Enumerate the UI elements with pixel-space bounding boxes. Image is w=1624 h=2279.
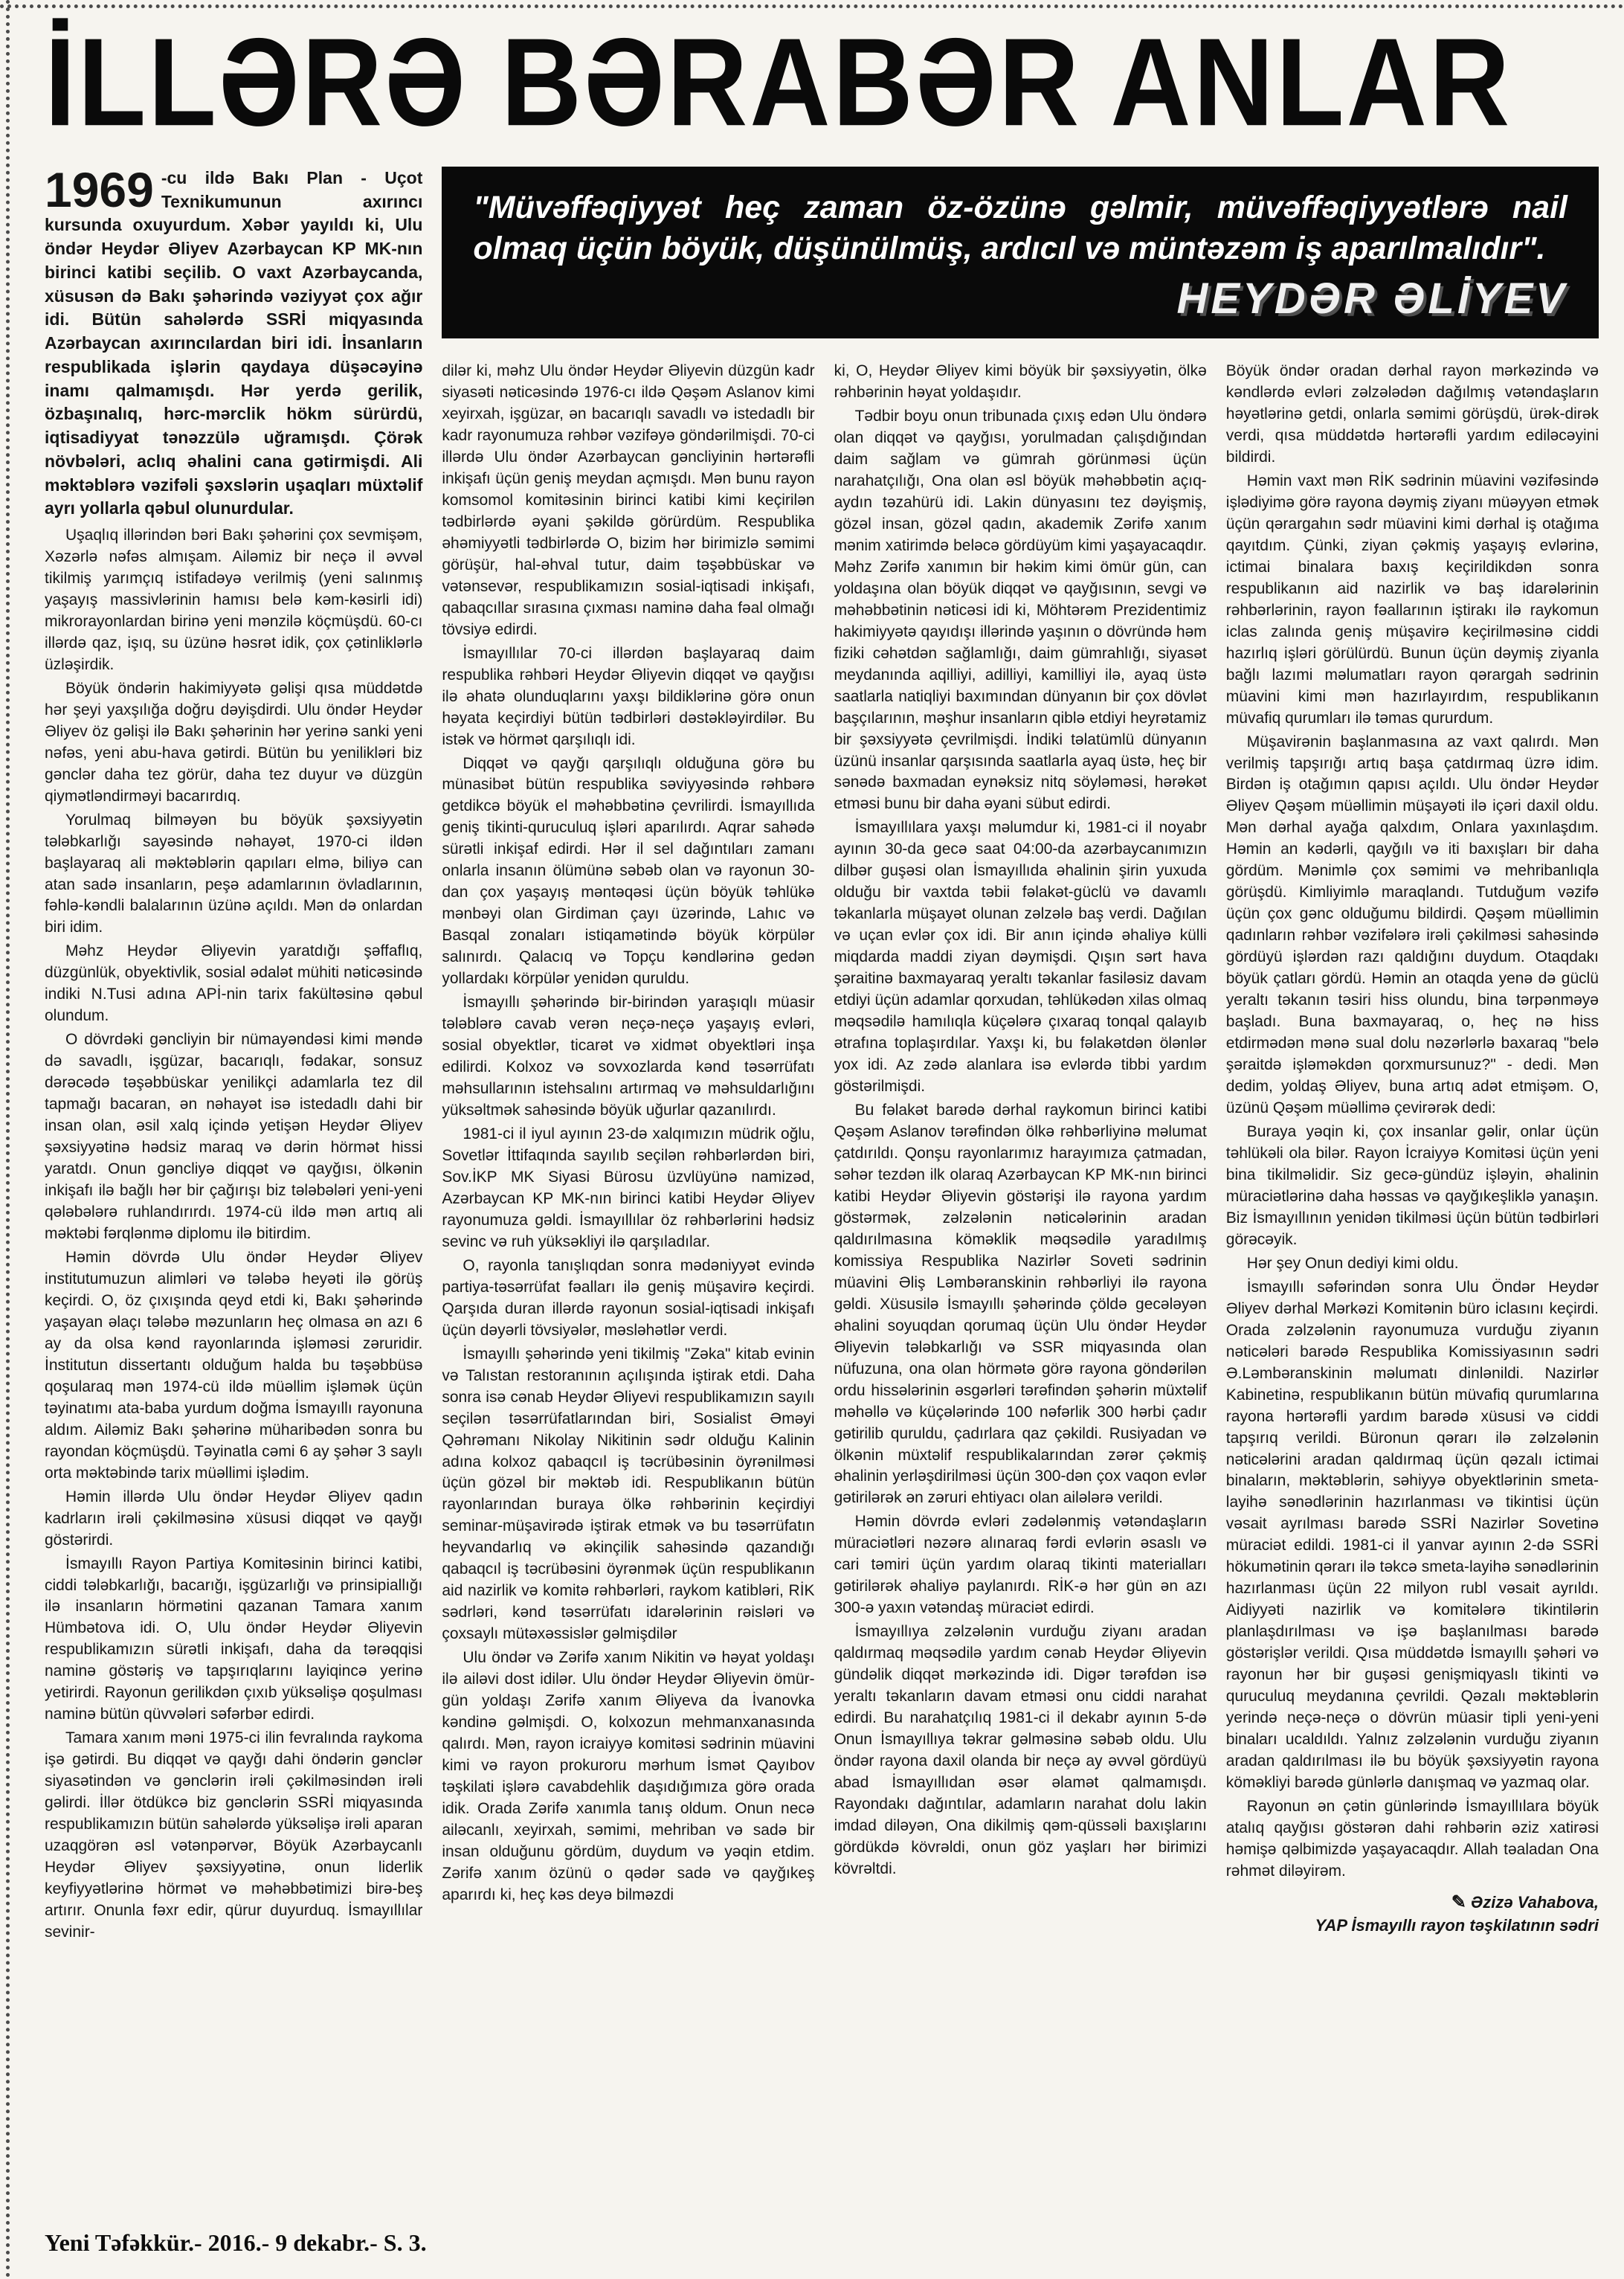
column-4 (1226, 361, 1599, 1946)
pen-icon: ✎ (1451, 1891, 1466, 1912)
article-paragraph: İsmayıllı şəhərində yeni tikilmiş "Zəka" kitab evinin və Talıstan restoranının açılışında iştirak etdi. Daha sonra isə cənab Heydər Əliyevi respublikamızın sayılı seçilən təsərrüfatlarından biri, Sosialist Əməyi Qəhrəmanı Nikolay Nikitinin sədr olduğu Kalinin adına kolxoz qabaqcıl iş təcrübəsinin öyrənilməsi üçün gözəl bir məktəb idi. Respublikanın bütün rayonlarından buraya ölkə rəhbərinin keçirdiyi seminar-müşavirədə iştirak etmək və bu təsərrüfatın heyvandarlıq və əkinçilik sahəsində qazandığı qabaqcıl iş təcrübəsini öyrənmək üçün respublikanın aid nazirlik və komitə rəhbərləri, raykom katibləri, RİK sədrləri, kənd təsərrüfatı idarələrinin rəisləri və çoxsaylı mütəxəssislər gəlmişdilər (442, 1345, 815, 1643)
column-3 (834, 361, 1207, 1946)
article-paragraph: Ulu öndər və Zərifə xanım Nikitin və həyat yoldaşı ilə ailəvi dost idilər. Ulu öndər Heydər Əliyevin ömür-gün yoldaşı Zərifə xanım Əliyeva da İvanovka kəndinə gəlmişdi. O, kolxozun mehmanxanasında qalırdı. Mən, rayon icraiyyə komitəsi sədrinin müavini kimi və rayon prokuroru mərhum İsmət Qayıbov təşkilati işlərə cavabdehlik daşıdığımıza görə orada idik. Orada Zərifə xanımla tanış oldum. Onun necə ailəcanlı, xeyirxah, səmimi, mehriban və sadə bir insan olduğunu gördüm, duydum və yəqin etdim. Zərifə xanım özünü o qədər sadə və qayğıkeş aparırdı ki, heç kəs deyə bilməzdi (442, 1649, 815, 1903)
article-paragraph: Həmin dövrdə evləri zədələnmiş vətəndaşların müraciətləri nəzərə alınaraq fərdi evlərin əsaslı və cari təmiri üçün yardım olaraq tikinti materialları gətirilərək əhaliyə paylanırdı. RİK-ə hər gün ən azı 300-ə yaxın vətəndaş müraciət edirdi. (834, 1513, 1207, 1617)
article-paragraph: Həmin illərdə Ulu öndər Heydər Əliyev qadın kadrların irəli çəkilməsinə xüsusi diqqət və qayğı göstərirdi. (45, 1488, 423, 1549)
text-columns (442, 361, 1599, 1946)
perforation-top-edge (0, 4, 1624, 8)
author-name: Əzizə Vahabova, (1470, 1892, 1599, 1912)
perforation-left-edge (6, 0, 10, 2279)
article-paragraph: ki, O, Heydər Əliyev kimi böyük bir şəxsiyyətin, ölkə rəhbərinin həyat yoldaşıdır. (834, 362, 1207, 402)
article-paragraph: Tamara xanım məni 1975-ci ilin fevralında raykoma işə gətirdi. Bu diqqət və qayğı dahi öndərin gənclər siyasətindən və gənclərin irəli çəkilməsindən irəli gəlirdi. İllər ötdükcə biz gənclərin SSRİ miqyasında respublikamızın bütün sahələrdə yüksəlişə irəli aparan uzaqgörən əsl vətənpərvər, Böyük Azərbaycanlı Heydər Əliyev şəxsiyyətinə, onun liderlik keyfiyyətlərinə hörmət və məhəbbətimizi birə-beş artırır. Onunla fəxr edir, qürur duyurduq. İsmayıllılar sevinir- (45, 1729, 423, 1941)
article-paragraph: Buraya yəqin ki, çox insanlar gəlir, onlar üçün təhlükəli ola bilər. Rayon İcraiyyə Komitəsi üçün yeni bina tikilməlidir. Siz gecə-gündüz işləyin, əhalinin müraciətlərinə daha həssas və qayğıkeşliklə yanaşın. Biz İsmayıllının yenidən tikilməsi üçün bütün tədbirləri görəcəyik. (1225, 1122, 1599, 1248)
article-paragraph: Uşaqlıq illərindən bəri Bakı şəhərini çox sevmişəm, Xəzərlə nəfəs almışam. Ailəmiz bir neçə il əvvəl tikilmiş yarımçıq istifadəyə verilmiş (yeni salınmış yaşayış massivlərinin hamısı belə kəm-kəsirli idi) mikrorayonlardan birinə yeni mənzilə köçmüşdü. 60-cı illərdə qaz, işıq, su üzünə həsrət idik, çox çətinliklərlə üzləşirdik. (45, 527, 423, 673)
article-paragraph: Böyük öndərin hakimiyyətə gəlişi qısa müddətdə hər şeyi yaxşılığa doğru dəyişdirdi. Ulu öndər Heydər Əliyev öz gəlişi ilə Bakı şəhərinin hər yerinə sanki yeni nəfəs, yeni abu-hava gətirdi. Bütün bu yenilikləri biz gənclər daha tez görür, daha tez duyur və düzgün qiymətləndirməyi bacarırdıq. (45, 679, 423, 805)
article-paragraph: 1981-ci il iyul ayının 23-də xalqımızın müdrik oğlu, Sovetlər İttifaqında sayılıb seçilən rəhbərlərdən biri, Sov.İKP MK Siyasi Bürosu üzvlüyünə namizəd, Azərbaycan KP MK-nın birinci katibi Heydər Əliyev rayonumuza gəldi. İsmayıllılar öz rəhbərlərini hədsiz sevinc və ruh yüksəkliyi ilə qarşıladılar. (442, 1125, 815, 1250)
lead-paragraph (45, 162, 423, 521)
article-paragraph: İsmayıllılara yaxşı məlumdur ki, 1981-ci il noyabr ayının 30-da gecə saat 04:00-da azərbaycanımızın dilbər guşəsi olan İsmayıllıda əhalinin şirin yuxuda olduğu bir vaxtda təbii fəlakət-güclü və davamlı təkanlarla müşayət olunan zəlzələ baş verdi. Dağılan və uçan evlər çox idi. Bir anın içində əhaliyə külli miqdarda maddi ziyan dəymişdi. Qışın sərt hava şəraitinə baxmayaraq yeraltı təkanlar fasiləsiz davam etdiyi üçün adamlar qorxudan, təhlükədən xilas olmaq məqsədilə hamılıqla küçələrə çıxaraq tonqal qalayıb ətrafına toplaşırdılar. Yaxşı ki, bu fəlakətdən ölənlər yox idi. Az zədə alanlara isə evlərdə tibbi yardım göstərilmişdi. (834, 819, 1207, 1096)
article-paragraph: İsmayıllılar 70-ci illərdən başlayaraq daim respublika rəhbəri Heydər Əliyevin diqqət və qayğısı ilə əhatə olunduqlarını yaxşı bildiklərinə görə onun həyata keçirdiyi bütün tədbirləri dəstəkləyirdilər. Bu istək və hörmət qarşılıqlı idi. (442, 644, 815, 748)
article-paragraph: O dövrdəki gəncliyin bir nümayəndəsi kimi məndə də savadlı, işgüzar, bacarıqlı, fədakar, sonsuz dərəcədə təşəbbüskar yenilikçi adamlarla tez dil tapmağı bacaran, ən nəhayət isə istedadlı dahi bir insan olan, əsil xalq içində yetişən Heydər Əliyev şəxsiyyətinə hədsiz maraq və dərin hörmət hissi yaratdı. Onun gəncliyə diqqət və qayğısı, ölkənin inkişafı ilə bağlı hər bir çağırışı biz tələbələri yeni-yeni qələbələrə ruhlandırırdı. 1974-cü ildə mən artıq ali məktəbi fərqlənmə diplomu ilə bitirdim. (45, 1031, 423, 1243)
pull-quote-box (442, 167, 1599, 338)
article-paragraph: Böyük öndər oradan dərhal rayon mərkəzində və kəndlərdə evləri zəlzələdən dağılmış vətəndaşların həyətlərinə getdi, onlarla səmimi görüşdü, ürək-dirək verdi, qısa müddətdə hərtərəfli yardım ediləcəyini bildirdi. (1225, 362, 1599, 466)
article-body (0, 144, 1624, 1946)
article-paragraph: Müşavirənin başlanmasına az vaxt qalırdı. Mən verilmiş tapşırığı artıq başa çatdırmaq üzrə idim. Birdən iş otağımın qapısı açıldı. Ulu öndər Heydər Əliyev Qəşəm müəllimin müşayəti ilə içəri daxil oldu. Mən dərhal ayağa qalxdım, Onlara yaxınlaşdım. Həmin an kədərli, qayğılı və iti baxışları bir daha gördüm. Mənimlə çox səmimi və mehribanlıqla görüşdü. Kimliyimlə maraqlandı. Tutduğum vəzifə üçün çox gənc olduğumu bildirdi. Qəşəm müəllimin qadınların rəhbər vəzifələrə irəli çəkilməsi sahəsində gördüyü işlərdən razı qaldığını duydum. Otaqdakı böyük çatları gördü. Həmin an otaqda yenə də güclü yeraltı təkanın təsiri hiss olundu, bina tərpənməyə başladı. Buna baxmayaraq, o, heç nə hiss etdirmədən mənə sual dolu nəzərlərlə baxaraq "belə şəraitdə işləməkdən qorxmursunuz?" - dedi. Mən dedim, yoldaş Əliyev, buna artıq adət etmişəm. O, üzünü Qəşəm müəllimə çevirərək dedi: (1225, 733, 1599, 1116)
right-section (442, 167, 1599, 1946)
article-paragraph: İsmayıllı səfərindən sonra Ulu Öndər Heydər Əliyev dərhal Mərkəzi Komitənin büro iclasını keçirdi. Orada zəlzələnin rayonumuza vurduğu ziyanın nəticələri barədə Respublika Komissiyasının sədri Ə.Ləmbəranskinin məlumatı dinlənildi. Nazirlər Kabinetinə, respublikanın bütün müvafiq qurumlarına rayona hərtərəfli yardım barədə xüsusi və ciddi tapşırıq verildi. Büronun qərarı ilə zəlzələnin nəticələrini aradan qaldırmaq üçün qəzalı ictimai binaların, məktəblərin, səhiyyə obyektlərinin smeta-layihə sənədlərinin hazırlanması və tikintisi üçün vəsait ayrılması barədə SSRİ Nazirlər Sovetinə müraciət edildi. 1981-ci il yanvar ayının 2-də SSRİ hökumətinin qərarı ilə təkcə smeta-layihə sənədlərinin hazırlanması üçün 22 milyon rubl vəsait ayrıldı. Aidiyyəti nazirlik və komitələrə tikintilərin planlaşdırılması və işə başlanılması barədə göstərişlər verildi. Qısa müddətdə İsmayıllı şəhəri və rayonun hər bir guşəsi genişmiqyaslı tikinti və quruculuq meydanına çevrildi. Qəzalı məktəblərin yerində neçə-neçə o dövrün müasir tipli yeni-yeni binaları ucaldıldı. Yalnız zəlzələnin vurduğu ziyanın aradan qaldırılması ilə bu böyük şəxsiyyətin rayona köməkliyi barədə günlərlə danışmaq və yazmaq olar. (1225, 1278, 1599, 1792)
pull-quote-text: "Müvəffəqiyyət heç zaman öz-özünə gəlmir, müvəffəqiyyətlərə nail olmaq üçün böyük, düşünülmüş, ardıcıl və müntəzəm iş aparılmalıdır". (473, 190, 1567, 267)
article-paragraph: Hər şey Onun dediyi kimi oldu. (1246, 1254, 1459, 1272)
source-citation: Yeni Təfəkkür.- 2016.- 9 dekabr.- S. 3. (45, 2229, 427, 2256)
article-paragraph: İsmayıllıya zəlzələnin vurduğu ziyanı aradan qaldırmaq məqsədilə yardım cənab Heydər Əliyevin gündəlik diqqət mərkəzində idi. Digər tərəfdən isə yeraltı təkanların davam etməsi onu ciddi narahat edirdi. Bu narahatçılıq 1981-ci il dekabr ayının 5-də Onun İsmayıllıya təkrar gəlməsinə səbəb oldu. Ulu öndər rayona daxil olanda bir neçə ay əvvəl gördüyü abad İsmayıllıdan əsər əlamət qalmamışdı. Rayondakı dağıntılar, adamların narahat dolu lakin imdad diləyən, Ona dikilmiş qəm-qüssəli baxışlarını gördükdə kövrəldi, onun göz yaşları hər birimizi kövrəltdi. (834, 1623, 1207, 1877)
pull-quote-author: HEYDƏR ƏLİYEV (1176, 274, 1567, 324)
article-paragraph: İsmayıllı şəhərində bir-birindən yaraşıqlı müasir tələblərə cavab verən neçə-neçə yaşayış evləri, sosial obyektlər, ticarət və xidmət obyektləri inşa edilirdi. Kolxoz və sovxozlarda kənd təsərrüfatı məhsullarının istehsalını artırmaq və məhsuldarlığını yüksəltmək sahəsində böyük uğurlar qazanılırdı. (442, 994, 815, 1119)
article-paragraph: Rayonun ən çətin günlərində İsmayıllılara böyük atalıq qayğısı göstərən dahi rəhbərin əziz xatirəsi həmişə qəlbimizdə yaşayacaqdır. Allah təaladan Ona rəhmət diləyirəm. (1225, 1798, 1599, 1880)
article-paragraph: dilər ki, məhz Ulu öndər Heydər Əliyevin düzgün kadr siyasəti nəticəsində 1976-cı ildə Qəşəm Aslanov kimi xeyirxah, işgüzar, ən bacarıqlı savadlı və istedadlı bir kadr rayonumuza rəhbər vəzifəyə göndərilmişdi. 70-ci illərdə Ulu öndər Azərbaycan gəncliyinin hərtərəfli inkişafı üçün geniş meydan açmışdı. Mən bunu rayon komsomol komitəsinin birinci katibi kimi keçirilən tədbirlərdə əyani şəkildə görürdüm. Respublika əhəmiyyətli tədbirlərdə O, bizim hər birimizlə səmimi görüşür, hal-əhval tutur, daim təşəbbüskar və vətənsevər, respublikamızın sosial-iqtisadi inkişafı, qabaqcıllar sırasına çıxması naminə daha fəal olmağı tövsiyə edirdi. (442, 362, 815, 638)
article-paragraph: Həmin dövrdə Ulu öndər Heydər Əliyev institutumuzun alimləri və tələbə heyəti ilə görüş keçirdi. O, öz çıxışında qeyd etdi ki, Bakı şəhərində yaşayan əlaçı tələbə məzunların heç olmasa ən azı 6 ay da olsa kənd rayonlarında işləməsi zəruridir. İnstitutun dissertantı olduğum halda bu təşəbbüsə qoşularaq mən 1974-cü ildə müəllim işləmək üçün təyinatımı ata-baba yurdum doğma İsmayıllı rayonuna aldım. Ailəmiz Bakı şəhərinə müharibədən sonra bu rayondan köçmüşdü. Təyinatla cəmi 6 ay şəhər 3 saylı orta məktəbində tarix müəllimi işlədim. (45, 1248, 423, 1482)
column-2 (442, 361, 814, 1946)
article-paragraph: Yorulmaq bilməyən bu böyük şəxsiyyətin tələbkarlığı sayəsində nəhayət, 1970-ci ildən başlayaraq ali məktəblərin qapıları elmə, biliyə can atan sadə insanların, peşə adamlarının övladlarının, fəhlə-kəndli balalarının üzünə açıldı. Mən də onlardan biri idim. (45, 811, 423, 936)
article-paragraph: O, rayonla tanışlıqdan sonra mədəniyyət evində partiya-təsərrüfat fəalları ilə geniş müşavirə keçirdi. Qarşıda duran illərdə rayonun sosial-iqtisadi inkişafı üçün dəyərli tövsiyələr, məsləhətlər verdi. (442, 1256, 815, 1339)
lead-text: -cu ildə Bakı Plan - Uçot Texnikumunun axırıncı kursunda oxuyurdum. Xəbər yayıldı ki, Ulu öndər Heydər Əliyev Azərbaycan KP MK-nın birinci katibi seçilib. O vaxt Azərbaycanda, xüsusən də Bakı şəhərində vəziyyət çox ağır idi. Bütün sahələrdə SSRİ miqyasında Azərbaycan axırıncılardan biri idi. İnsanların respublikada işlərin qaydaya düşəcəyinə inamı qalmamışdı. Hər yerdə gerilik, özbaşınalıq, hərc-mərclik hökm sürürdü, iqtisadiyyat tənəzzülə uğramışdı. Çörək növbələri, aclıq əhalini cana gətirmişdi. Ali məktəblərə vəzifəli şəxslərin uşaqları müxtəlif ayrı yollarla qəbul olunurdular. (45, 168, 423, 518)
article-paragraph: Bu fəlakət barədə dərhal raykomun birinci katibi Qəşəm Aslanov tərəfindən ölkə rəhbərliyinə məlumat çatdırıldı. Qonşu rayonlarımız harayımıza çatmadan, səhər tezdən ilk olaraq Azərbaycan KP MK-nın birinci katibi Heydər Əliyevin göstərişi ilə rayona yardım göstərmək, zəlzələnin nəticələrinin aradan qaldırılmasına köməklik məqsədilə yaradılmış komissiya Respublika Nazirlər Soveti sədrinin müavini Əliş Ləmbəranskinin rəhbərliyi ilə rayona gəldi. Xüsusilə İsmayıllı şəhərində çöldə gecələyən əhalini soyuqdan qorumaq üçün Ulu öndər Heydər Əliyevin tələbkarlığı və SSR miqyasında olan nüfuzuna, ona olan hörmətə görə rayona göndərilən ordu hissələrinin əsgərləri tərəfindən şəhərin müxtəlif məhəllə və küçələrində 100 nəfərlik 300 hərbi çadır gətirilib quruldu, çadırlara qaz çəkildi. Rusiyadan və ölkənin müxtəlif respublikalarından zərər çəkmiş əhalinin yerləşdirilməsi üçün 300-dən çox vaqon evlər gətirilərək ən zəruri ehtiyacı olan ailələrə verildi. (834, 1102, 1207, 1507)
author-title: YAP İsmayıllı rayon təşkilatının sədri (1315, 1916, 1599, 1935)
article-paragraph: Diqqət və qayğı qarşılıqlı olduğuna görə bu münasibət bütün respublika səviyyəsində rəhbərə getdikcə böyük el məhəbbətinə çevrilirdi. İsmayıllıda geniş tikinti-quruculuq işləri aparılırdı. Aqrar sahədə sürətli inkişaf edirdi. Hər il sel dağıntıları zamanı onlarla insanın ölümünə səbəb olan və rayonun 30-dan çox yaşayış məntəqəsi üçün böyük təhlükə mənbəyi olan Girdiman çayı üzərində, Lahıc və Basqal zonaları istiqamətində böyük körpülər salınırdı. Qalacıq və Topçu kəndlərinə gedən yollardakı körpülər yenidən quruldu. (442, 754, 815, 988)
article-paragraph: Məhz Heydər Əliyevin yaratdığı şəffaflıq, düzgünlük, obyektivlik, sosial ədalət mühiti nəticəsində indiki N.Tusi adına APİ-nin tarix fakültəsinə qəbul olundum. (45, 942, 423, 1025)
dropcap-year: 1969 (45, 162, 154, 217)
article-paragraph: Tədbir boyu onun tribunada çıxış edən Ulu öndərə olan diqqət və qayğısı, yorulmadan çalışdığından daim sağlam və gümrah görünməsi üçün narahatçılığı, Ona olan əsl böyük məhəbbətin açıq-aydın təzahürü idi. Lakin dünyasını tez dəyişmiş, gözəl insan, gözəl qadın, akademik Zərifə xanım mənim xatirimdə beləcə gördüyüm kimi yaşayacaqdır. Məhz Zərifə xanımın bir həkim kimi ömür gün, can yoldaşına olan böyük diqqət və qayğısının, sevgi və məhəbbətinin nəticəsi idi ki, Möhtərəm Prezidentimiz hakimiyyətə qayıdışı illərində yaşının o dövründə həm fiziki cəhətdən sağlamlığı, daim gümrahlığı, siyasət meydanında aqilliyi, adilliyi, kamilliyi ilə, ayaq üstə saatlarla natiqliyi baxımından dünyanın bir çox dövlət başçılarının, məşhur insanların qiblə etdiyi heyrətamiz bir şəxsiyyətə çevrilmişdi. İndiki təlatümlü dünyanın üzünü insanlar qarşısında saatlarla ayaq üstə, heç bir sənədə baxmadan eynəksiz nitq söyləməsi, hərəkət etməsi bunu bir daha əyani sübut edirdi. (834, 408, 1207, 813)
article-paragraph: Həmin vaxt mən RİK sədrinin müavini vəzifəsində işlədiyimə görə rayona dəymiş ziyanı müəyyən etmək üçün qərargahın sədr müavini kimi dərhal iş otağıma qayıtdım. Çünki, ziyan çəkmiş yaşayış evlərinə, ictimai binalara baxış keçirildikdən sonra respublikanın aid nazirlik və baş idarələrinin rəhbərlərinin, rayon fəallarının iştirakı ilə raykomun iclas zalında geniş müşavirə keçirilməsinə ciddi hazırlıq işləri görülürdü. Bunun üçün dəymiş ziyanla bağlı lazımi məlumatları rayon qərargah sədrinin müavini kimi mən hazırlayırdım, respublikanın müvafiq qurumları ilə təmas qururdum. (1225, 472, 1599, 727)
column-1 (45, 162, 423, 1946)
author-signature (1226, 1890, 1599, 1938)
article-headline: İLLƏRƏ BƏRABƏR ANLAR (45, 11, 1512, 152)
article-paragraph: İsmayıllı Rayon Partiya Komitəsinin birinci katibi, ciddi tələbkarlığı, bacarığı, işgüzarlığı və prinsipiallığı ilə insanların hörmətini qazanan Tamara xanım Hümbətova idi. O, Ulu öndər Heydər Əliyevin respublikamızın sürətli inkişafı, daha da tərəqqisi naminə göstəriş və tapşırıqlarını layiqincə yerinə yetirirdi. Rayonun gerilikdən çıxıb yüksəlişə qoşulması naminə bütün qüvvələri səfərbər edirdi. (45, 1555, 423, 1723)
